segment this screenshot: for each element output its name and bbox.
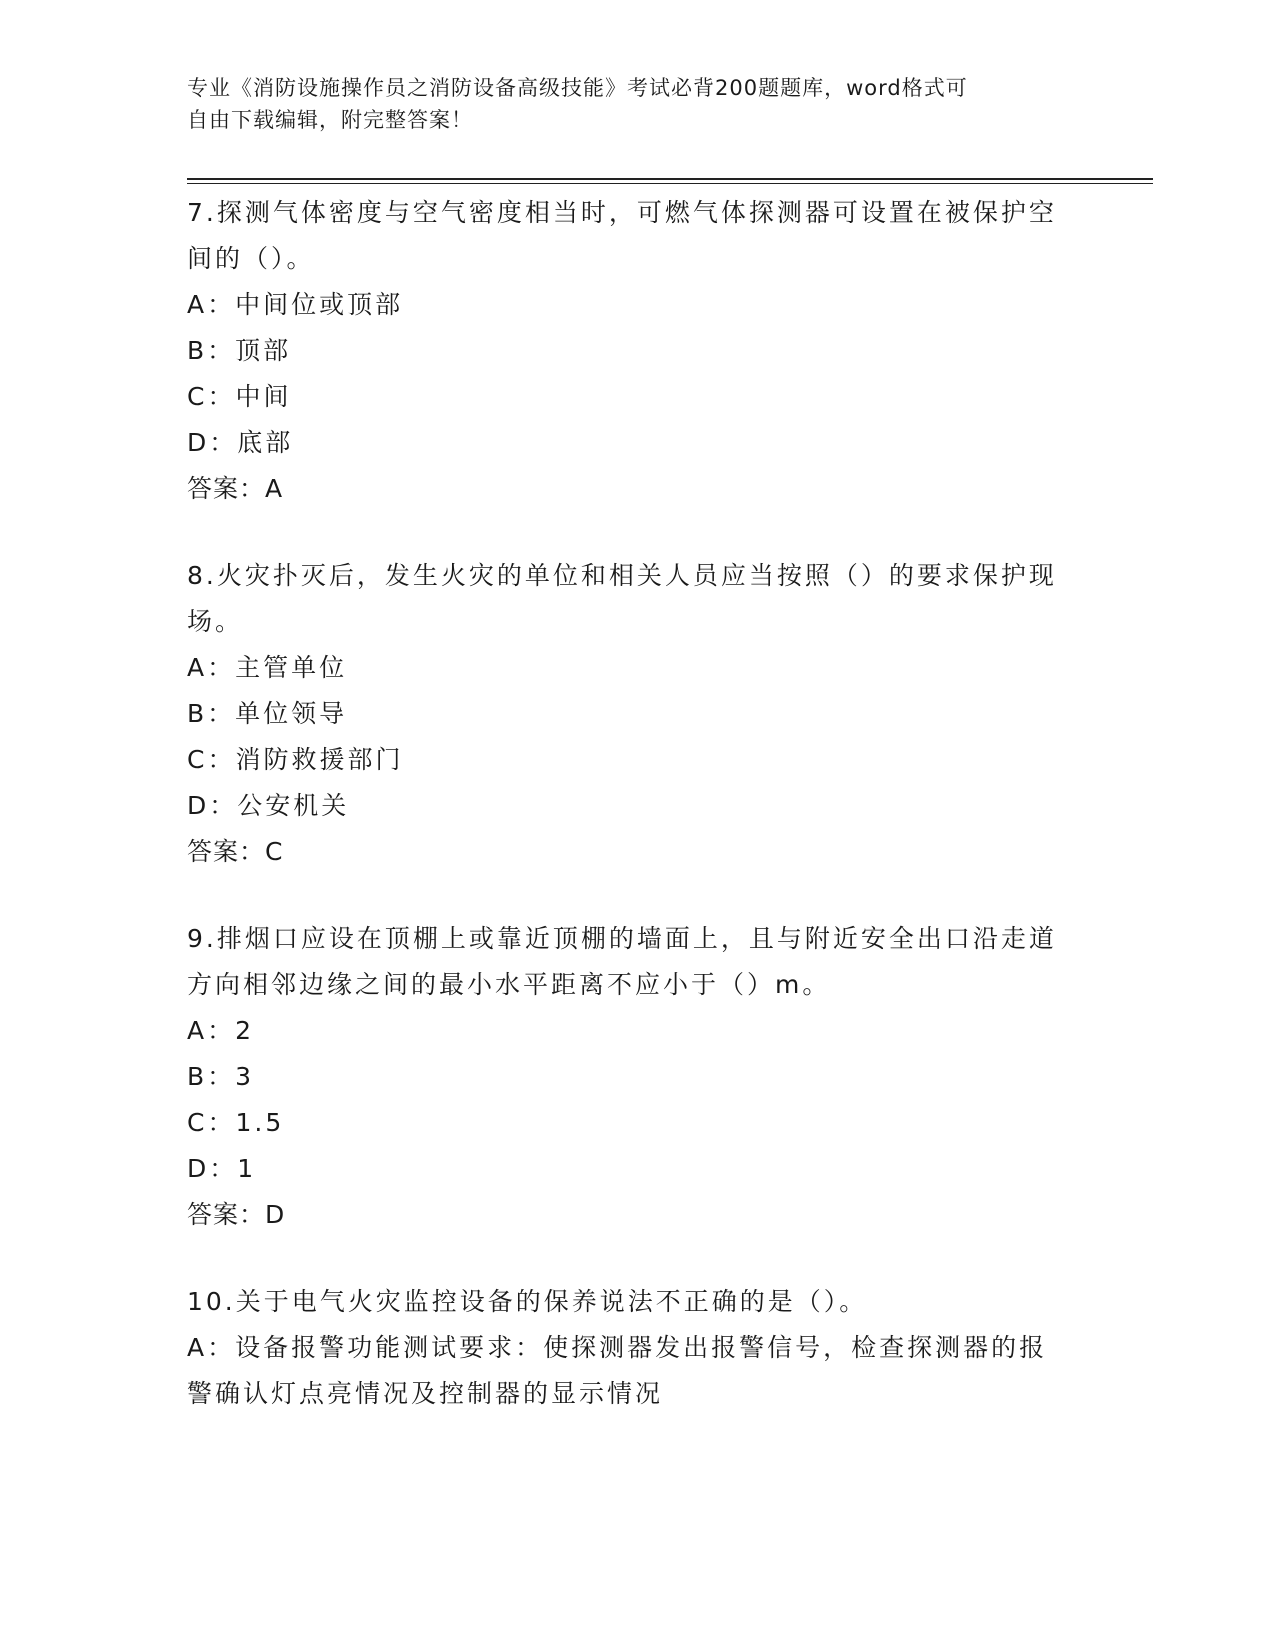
option-key: A： xyxy=(187,653,236,682)
header-divider-thin xyxy=(187,183,1153,184)
option-text: 顶部 xyxy=(235,336,292,365)
option-a xyxy=(187,282,1067,328)
option-text: 3 xyxy=(235,1062,255,1091)
option-d xyxy=(187,783,1067,829)
option-d xyxy=(187,420,1067,466)
question-10 xyxy=(187,1279,1067,1417)
option-b xyxy=(187,691,1067,737)
option-text: 2 xyxy=(235,1016,255,1045)
answer: 答案：D xyxy=(187,1200,286,1229)
option-key: B： xyxy=(187,336,236,365)
question-stem: 8.火灾扑灭后，发生火灾的单位和相关人员应当按照（）的要求保护现场。 xyxy=(187,561,1057,636)
answer: 答案：C xyxy=(187,837,284,866)
option-key: C： xyxy=(187,382,236,411)
question-stem: 10.关于电气火灾监控设备的保养说法不正确的是（）。 xyxy=(187,1287,868,1316)
header-divider-thick xyxy=(187,178,1153,180)
header-line-2: 自由下载编辑，附完整答案！ xyxy=(187,108,473,132)
option-c xyxy=(187,374,1067,420)
header-line-1: 专业《消防设施操作员之消防设备高级技能》考试必背200题题库，word格式可 xyxy=(187,76,968,100)
question-stem: 7.探测气体密度与空气密度相当时，可燃气体探测器可设置在被保护空间的（）。 xyxy=(187,198,1057,273)
option-text: 中间位或顶部 xyxy=(235,290,404,319)
option-c xyxy=(187,1100,1067,1146)
option-a xyxy=(187,1325,1067,1417)
option-key: A： xyxy=(187,1333,236,1362)
question-7 xyxy=(187,190,1067,512)
option-text: 公安机关 xyxy=(237,791,350,820)
option-a xyxy=(187,645,1067,691)
document-header xyxy=(187,72,1067,136)
option-key: B： xyxy=(187,699,236,728)
option-b xyxy=(187,1054,1067,1100)
option-text: 主管单位 xyxy=(235,653,348,682)
option-key: B： xyxy=(187,1062,236,1091)
option-key: A： xyxy=(187,1016,236,1045)
option-key: D： xyxy=(187,428,238,457)
option-key: C： xyxy=(187,1108,236,1137)
option-text: 1 xyxy=(237,1154,257,1183)
option-text: 单位领导 xyxy=(235,699,348,728)
option-text: 中间 xyxy=(235,382,292,411)
option-text: 底部 xyxy=(237,428,294,457)
option-d xyxy=(187,1146,1067,1192)
option-key: D： xyxy=(187,1154,238,1183)
question-9 xyxy=(187,916,1067,1238)
option-key: D： xyxy=(187,791,238,820)
option-key: A： xyxy=(187,290,236,319)
option-text: 消防救援部门 xyxy=(235,745,404,774)
option-b xyxy=(187,328,1067,374)
option-text: 设备报警功能测试要求：使探测器发出报警信号，检查探测器的报警确认灯点亮情况及控制器的显示情况 xyxy=(187,1333,1048,1408)
option-c xyxy=(187,737,1067,783)
question-8 xyxy=(187,553,1067,875)
option-a xyxy=(187,1008,1067,1054)
answer: 答案：A xyxy=(187,474,284,503)
question-stem: 9.排烟口应设在顶棚上或靠近顶棚的墙面上，且与附近安全出口沿走道方向相邻边缘之间的最小水平距离不应小于（）m。 xyxy=(187,924,1057,999)
option-text: 1.5 xyxy=(235,1108,285,1137)
option-key: C： xyxy=(187,745,236,774)
